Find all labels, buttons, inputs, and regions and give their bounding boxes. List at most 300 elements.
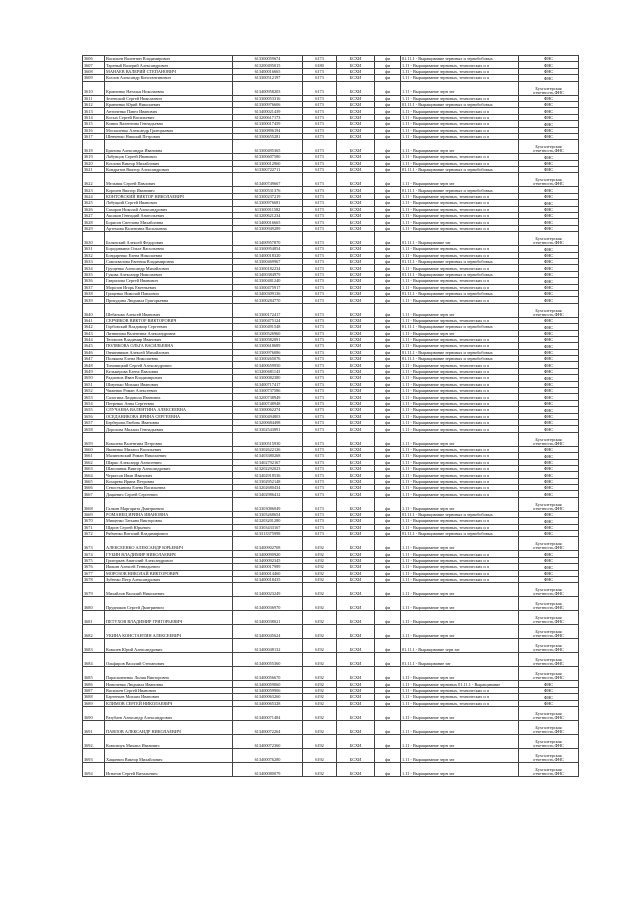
person-name: Конюх Валентина Геннадьевна — [105, 121, 233, 127]
data-source: ФНС — [519, 108, 579, 114]
entity-type: фи — [375, 419, 401, 425]
row-number: 3606 — [83, 56, 105, 62]
person-name: Радионов Иван Владимирович — [105, 375, 233, 381]
data-source: ФНС — [519, 511, 579, 517]
org-type: БСХИ — [337, 154, 375, 160]
entity-type: фи — [375, 453, 401, 459]
region-code: 6173 — [303, 381, 337, 387]
row-number: 3634 — [83, 265, 105, 271]
tax-id: 613400059060 — [233, 681, 303, 687]
tax-id: 613302952148 — [233, 478, 303, 484]
row-number: 3679 — [83, 583, 105, 597]
table-row — [83, 667, 579, 681]
data-source: ФНС — [519, 187, 579, 193]
person-name: МАНАЕВ ВАЛЕРИЙ СТЕПАНОВИЧ — [105, 68, 233, 74]
table-row — [83, 173, 579, 187]
entity-type: фи — [375, 284, 401, 290]
row-number: 3635 — [83, 271, 105, 277]
data-source: ФНС — [519, 284, 579, 290]
person-name: Лабунцов Сергей Иванович — [105, 154, 233, 160]
person-name: Борисов Светлана Михайловна — [105, 219, 233, 225]
row-number: 3639 — [83, 297, 105, 303]
region-code: 6173 — [303, 219, 337, 225]
row-number: 3661 — [83, 453, 105, 459]
entity-type: фи — [375, 577, 401, 583]
person-name: Рябченко Виталий Владимирович — [105, 531, 233, 537]
tax-id: 613300976606 — [233, 101, 303, 107]
row-number: 3662 — [83, 459, 105, 465]
person-name: Шарко Александр Алексеевич — [105, 459, 233, 465]
activity-code: 01.11.1 - Выращивание зерновых и зернобобовых — [401, 349, 519, 355]
tax-id: 613300582091 — [233, 336, 303, 342]
entity-type: фи — [375, 108, 401, 114]
data-source: ФНС — [519, 213, 579, 219]
activity-code: 1.11 - Выращивание зерновых 01.11.1 - Выращивание — [401, 681, 519, 687]
row-number: 3613 — [83, 108, 105, 114]
person-name: Васильев Валентин Владимирович — [105, 56, 233, 62]
tax-id: 613400038021 — [233, 611, 303, 625]
data-source: ФНС — [519, 290, 579, 296]
tax-id: 613200617173 — [233, 114, 303, 120]
tax-id: 613400659950 — [233, 362, 303, 368]
tax-id: 613300475917 — [233, 284, 303, 290]
row-number: 3669 — [83, 511, 105, 517]
data-source: ФНС — [519, 121, 579, 127]
activity-code: 1.11 - Выращивание зерновых, технических и п — [401, 400, 519, 406]
org-type: БСХИ — [337, 459, 375, 465]
activity-code: 1.11 - Выращивание зерновых, технических и п — [401, 108, 519, 114]
person-name: Мельник Сергей Павлович — [105, 173, 233, 187]
region-code: 6173 — [303, 173, 337, 187]
table-row — [83, 625, 579, 639]
row-number: 3692 — [83, 734, 105, 748]
entity-type: фи — [375, 706, 401, 720]
activity-code: 1.11 - Выращивание зерновых, технических и п — [401, 200, 519, 206]
tax-id: 613400717417 — [233, 381, 303, 387]
row-number: 3638 — [83, 290, 105, 296]
tax-id: 613300495365 — [233, 140, 303, 154]
entity-type: фи — [375, 611, 401, 625]
activity-code: 1.11 - Выращивание зерн зат — [401, 734, 519, 748]
row-number: 3686 — [83, 681, 105, 687]
org-type: БСХИ — [337, 187, 375, 193]
org-type: БСХИ — [337, 246, 375, 252]
person-name: Шебанова Алексей Иванович — [105, 303, 233, 317]
row-number: 3680 — [83, 597, 105, 611]
person-name: Королев Виктор Иванович — [105, 187, 233, 193]
tax-id: 613300481240 — [233, 278, 303, 284]
data-source: ФНС — [519, 413, 579, 419]
row-number: 3667 — [83, 491, 105, 497]
org-type: БСХИ — [337, 225, 375, 231]
org-type: БСХИ — [337, 193, 375, 199]
entity-type: фи — [375, 720, 401, 734]
entity-type: фи — [375, 290, 401, 296]
tax-id: 613400018320 — [233, 252, 303, 258]
activity-code: 01.11.1 - Выращивание зат — [401, 232, 519, 246]
region-code: 6180 — [303, 62, 337, 68]
row-number: 3616 — [83, 127, 105, 133]
activity-code: 1.11 - Выращивание зерновых, технических и п — [401, 687, 519, 693]
region-code: 6173 — [303, 400, 337, 406]
org-type: БСХИ — [337, 349, 375, 355]
org-type: БСХИ — [337, 114, 375, 120]
org-type: БСХИ — [337, 121, 375, 127]
org-type: БСХИ — [337, 491, 375, 497]
activity-code: 1.11 - Выращивание зерновых, технических и п — [401, 336, 519, 342]
table-row — [83, 432, 579, 446]
tax-id: 613400092345 — [233, 557, 303, 563]
person-name: РОМАНЕЦ ИРИНА ИВАНОВНА — [105, 511, 233, 517]
row-number: 3626 — [83, 206, 105, 212]
tax-id: 613400065328 — [233, 700, 303, 706]
row-number: 3693 — [83, 748, 105, 762]
region-code: 6192 — [303, 667, 337, 681]
entity-type: фи — [375, 81, 401, 95]
org-type: БСХИ — [337, 167, 375, 173]
entity-type: фи — [375, 497, 401, 511]
row-number: 3657 — [83, 419, 105, 425]
region-code: 6173 — [303, 200, 337, 206]
entity-type: фи — [375, 446, 401, 452]
data-source: Бухгалтерская отчетность,ФНС — [519, 720, 579, 734]
activity-code: 01.11.1 - Выращивание зерновых и зернобобовых — [401, 271, 519, 277]
data-source: ФНС — [519, 362, 579, 368]
activity-code: 01.11.1 - Выращивание зерновых и зернобобовых — [401, 290, 519, 296]
row-number: 3666 — [83, 485, 105, 491]
region-code: 6173 — [303, 362, 337, 368]
tax-id: 613300655281 — [233, 133, 303, 139]
tax-id: 613400309136 — [233, 290, 303, 296]
person-name: Зеленский Сергей Николаевич — [105, 95, 233, 101]
person-name: Берберова Любовь Ивановна — [105, 419, 233, 425]
org-type: БСХИ — [337, 465, 375, 471]
row-number: 3610 — [83, 81, 105, 95]
data-source: ФНС — [519, 324, 579, 330]
data-source: Бухгалтерская отчетность,ФНС — [519, 762, 579, 776]
entity-type: фи — [375, 368, 401, 374]
region-code: 6173 — [303, 324, 337, 330]
region-code: 6173 — [303, 356, 337, 362]
activity-code: 1.11 - Выращивание зерновых, технических и п — [401, 114, 519, 120]
entity-type: фи — [375, 485, 401, 491]
region-code: 6192 — [303, 748, 337, 762]
row-number: 3687 — [83, 687, 105, 693]
activity-code: 01.11.1 - Выращивание зерновых и зернобобовых — [401, 101, 519, 107]
region-code: 6173 — [303, 101, 337, 107]
activity-code: 1.11 - Выращивание зерн зат — [401, 597, 519, 611]
tax-id: 613400023249 — [233, 583, 303, 597]
region-code: 6173 — [303, 413, 337, 419]
org-type: БСХИ — [337, 485, 375, 491]
row-number: 3670 — [83, 518, 105, 524]
region-code: 6173 — [303, 336, 337, 342]
org-type: БСХИ — [337, 426, 375, 432]
person-name: Ковалев Юрий Александрович — [105, 639, 233, 653]
row-number: 3628 — [83, 219, 105, 225]
row-number: 3649 — [83, 368, 105, 374]
row-number: 3636 — [83, 278, 105, 284]
activity-code: 01.11.1 - Выращивание зерн зат — [401, 639, 519, 653]
data-source: Бухгалтерская отчетность,ФНС — [519, 639, 579, 653]
org-type: БСХИ — [337, 518, 375, 524]
tax-id: 613300531376 — [233, 187, 303, 193]
row-number: 3658 — [83, 426, 105, 432]
data-source: ФНС — [519, 114, 579, 120]
entity-type: фи — [375, 95, 401, 101]
person-name: Прудников Сергей Дмитриевич — [105, 597, 233, 611]
entity-type: фи — [375, 564, 401, 570]
entity-type: фи — [375, 127, 401, 133]
data-source: Бухгалтерская отчетность,ФНС — [519, 432, 579, 446]
person-name: Яковенко Михаил Васильевич — [105, 446, 233, 452]
entity-type: фи — [375, 349, 401, 355]
data-source: ФНС — [519, 524, 579, 530]
data-source: ФНС — [519, 419, 579, 425]
activity-code: 1.11 - Выращивание зерновых, технических и п — [401, 557, 519, 563]
row-number: 3631 — [83, 246, 105, 252]
person-name: Игнатов Сергей Витальевич — [105, 762, 233, 776]
person-name: Ишкин Алексей Геннадьевич — [105, 564, 233, 570]
org-type: БСХИ — [337, 140, 375, 154]
person-name: Кравченко Юрий Николаевич — [105, 101, 233, 107]
region-code: 6173 — [303, 258, 337, 264]
row-number: 3691 — [83, 720, 105, 734]
tax-id: 613402918536 — [233, 472, 303, 478]
entity-type: фи — [375, 426, 401, 432]
activity-code: 1.11 - Выращивание зерновых, технических и п — [401, 317, 519, 323]
row-number: 3641 — [83, 317, 105, 323]
person-name: Шапошник Виктор Александрович — [105, 465, 233, 471]
org-type: БСХИ — [337, 611, 375, 625]
region-code: 6173 — [303, 140, 337, 154]
region-code: 6173 — [303, 108, 337, 114]
data-source: ФНС — [519, 375, 579, 381]
region-code: 6173 — [303, 114, 337, 120]
row-number: 3637 — [83, 284, 105, 290]
activity-code: 1.11 - Выращивание зерновых, технических и п — [401, 518, 519, 524]
tax-id: 613300722711 — [233, 167, 303, 173]
data-source: ФНС — [519, 472, 579, 478]
tax-id: 613300954854 — [233, 246, 303, 252]
tax-id: 613400045624 — [233, 625, 303, 639]
person-name: КЛИМОВ СЕРГЕЙ НИКОЛАЕВИЧ — [105, 700, 233, 706]
activity-code: 1.11 - Выращивание зерновых, технических и п — [401, 570, 519, 576]
entity-type: фи — [375, 154, 401, 160]
entity-type: фи — [375, 472, 401, 478]
region-code: 6173 — [303, 317, 337, 323]
data-source: ФНС — [519, 330, 579, 336]
registry-table — [82, 55, 579, 777]
tax-id: 613400059906 — [233, 687, 303, 693]
org-type: БСХИ — [337, 317, 375, 323]
region-code: 6173 — [303, 472, 337, 478]
table-row — [83, 232, 579, 246]
row-number: 3689 — [83, 700, 105, 706]
entity-type: фи — [375, 343, 401, 349]
person-name: Овчинников Алексей Михайлович — [105, 349, 233, 355]
org-type: БСХИ — [337, 343, 375, 349]
region-code: 6173 — [303, 127, 337, 133]
activity-code: 1.11 - Выращивание зерн зат — [401, 667, 519, 681]
tax-id: 613203201280 — [233, 518, 303, 524]
person-name: Брагина Александра Ивановна — [105, 140, 233, 154]
row-number: 3624 — [83, 193, 105, 199]
person-name: Ковальчук Михаил Иванович — [105, 734, 233, 748]
entity-type: фи — [375, 653, 401, 667]
org-type: БСХИ — [337, 537, 375, 551]
data-source: ФНС — [519, 336, 579, 342]
activity-code: 1.11 - Выращивание зерновых, технических и п — [401, 419, 519, 425]
region-code: 6173 — [303, 206, 337, 212]
row-number: 3644 — [83, 336, 105, 342]
entity-type: фи — [375, 324, 401, 330]
tax-id: 613400016665 — [233, 219, 303, 225]
data-source: ФНС — [519, 453, 579, 459]
region-code: 6173 — [303, 330, 337, 336]
person-name: Бородавкина Ольга Васильевна — [105, 246, 233, 252]
activity-code: 01.11.1 - Выращивание зерновых и зернобобовых — [401, 511, 519, 517]
entity-type: фи — [375, 173, 401, 187]
data-source: ФНС — [519, 225, 579, 231]
region-code: 6173 — [303, 426, 337, 432]
table-row — [83, 639, 579, 653]
region-code: 6173 — [303, 394, 337, 400]
activity-code: 01.11.1 - Выращивание зат — [401, 653, 519, 667]
entity-type: фи — [375, 681, 401, 687]
tax-id: 613300737586 — [233, 388, 303, 394]
person-name: ПЕТУХОВ ВЛАДИМИР ГРИГОРЬЕВИЧ — [105, 611, 233, 625]
entity-type: фи — [375, 56, 401, 62]
region-code: 6192 — [303, 734, 337, 748]
activity-code: 1.11 - Выращивание зерновых, технических и п — [401, 564, 519, 570]
entity-type: фи — [375, 524, 401, 530]
region-code: 6173 — [303, 160, 337, 166]
region-code: 6173 — [303, 465, 337, 471]
data-source: Бухгалтерская отчетность,ФНС — [519, 81, 579, 95]
entity-type: фи — [375, 356, 401, 362]
person-name: Косых Сергей Васильевич — [105, 114, 233, 120]
activity-code: 1.11 - Выращивание зерновых, технических и п — [401, 252, 519, 258]
person-name: Ольфиров Василий Степанович — [105, 653, 233, 667]
person-name: Полякова Елена Николаевна — [105, 356, 233, 362]
person-name: Гаврилова Сергей Иванович — [105, 278, 233, 284]
tax-id: 613400018435 — [233, 577, 303, 583]
row-number: 3650 — [83, 375, 105, 381]
region-code: 6192 — [303, 653, 337, 667]
row-number: 3688 — [83, 694, 105, 700]
row-number: 3676 — [83, 564, 105, 570]
tax-id: 613400076280 — [233, 748, 303, 762]
row-number: 3617 — [83, 133, 105, 139]
entity-type: фи — [375, 246, 401, 252]
activity-code: 1.11 - Выращивание зерновых, технических и п — [401, 75, 519, 81]
person-name: Горбовский Владимир Сергеевич — [105, 324, 233, 330]
table-row — [83, 720, 579, 734]
row-number: 3647 — [83, 356, 105, 362]
entity-type: фи — [375, 68, 401, 74]
data-source: Бухгалтерская отчетность,ФНС — [519, 653, 579, 667]
org-type: БСХИ — [337, 206, 375, 212]
data-source: ФНС — [519, 564, 579, 570]
tax-id: 613300491548 — [233, 324, 303, 330]
activity-code: 1.11 - Выращивание зерновых, технических и п — [401, 219, 519, 225]
entity-type: фи — [375, 232, 401, 246]
data-source: ФНС — [519, 193, 579, 199]
activity-code: 1.11 - Выращивание зерновых, технических и п — [401, 459, 519, 465]
entity-type: фи — [375, 551, 401, 557]
org-type: БСХИ — [337, 625, 375, 639]
person-name: Москаленко Александр Григорьевич — [105, 127, 233, 133]
data-source: Бухгалтерская отчетность,ФНС — [519, 232, 579, 246]
row-number: 3625 — [83, 200, 105, 206]
data-source: ФНС — [519, 388, 579, 394]
data-source: Бухгалтерская отчетность,ФНС — [519, 583, 579, 597]
row-number: 3690 — [83, 706, 105, 720]
org-type: БСХИ — [337, 213, 375, 219]
org-type: БСХИ — [337, 381, 375, 387]
row-number: 3665 — [83, 478, 105, 484]
row-number: 3607 — [83, 62, 105, 68]
activity-code: 1.11 - Выращивание зерновых, технических и п — [401, 213, 519, 219]
data-source: ФНС — [519, 465, 579, 471]
tax-id: 613300059674 — [233, 56, 303, 62]
person-name: Аксаков Геннадий Анатольевич — [105, 213, 233, 219]
data-source: Бухгалтерская отчетность,ФНС — [519, 597, 579, 611]
person-name: ПАВЛОВ АЛЕКСАНДР НИКОЛАЕВИЧ — [105, 720, 233, 734]
region-code: 6192 — [303, 762, 337, 776]
data-source: ФНС — [519, 478, 579, 484]
row-number: 3629 — [83, 225, 105, 231]
table-row — [83, 81, 579, 95]
person-name: Тюгашев Владимир Иванович — [105, 336, 233, 342]
region-code: 6192 — [303, 597, 337, 611]
org-type: БСХИ — [337, 303, 375, 317]
tax-id: 613300017459 — [233, 121, 303, 127]
region-code: 6173 — [303, 446, 337, 452]
row-number: 3664 — [83, 472, 105, 478]
entity-type: фи — [375, 303, 401, 317]
activity-code: 1.11 - Выращивание зерн зат — [401, 625, 519, 639]
region-code: 6192 — [303, 720, 337, 734]
tax-id: 613400072264 — [233, 720, 303, 734]
org-type: БСХИ — [337, 108, 375, 114]
entity-type: фи — [375, 639, 401, 653]
org-type: БСХИ — [337, 583, 375, 597]
tax-id: 613300976681 — [233, 200, 303, 206]
org-type: БСХИ — [337, 734, 375, 748]
org-type: БСХИ — [337, 160, 375, 166]
tax-id: 613200738949 — [233, 394, 303, 400]
data-source: ФНС — [519, 368, 579, 374]
region-code: 6173 — [303, 167, 337, 173]
data-source: Бухгалтерская отчетность,ФНС — [519, 706, 579, 720]
data-source: ФНС — [519, 160, 579, 166]
org-type: БСХИ — [337, 400, 375, 406]
region-code: 6173 — [303, 297, 337, 303]
org-type: БСХИ — [337, 453, 375, 459]
table-row — [83, 653, 579, 667]
data-source: ФНС — [519, 570, 579, 576]
entity-type: фи — [375, 687, 401, 693]
row-number: 3611 — [83, 95, 105, 101]
data-source: ФНС — [519, 343, 579, 349]
activity-code: 01.11.1 - Выращивание зерновых и зернобобовых — [401, 531, 519, 537]
tax-id: 613300053316 — [233, 95, 303, 101]
entity-type: фи — [375, 537, 401, 551]
entity-type: фи — [375, 413, 401, 419]
table-row — [83, 597, 579, 611]
